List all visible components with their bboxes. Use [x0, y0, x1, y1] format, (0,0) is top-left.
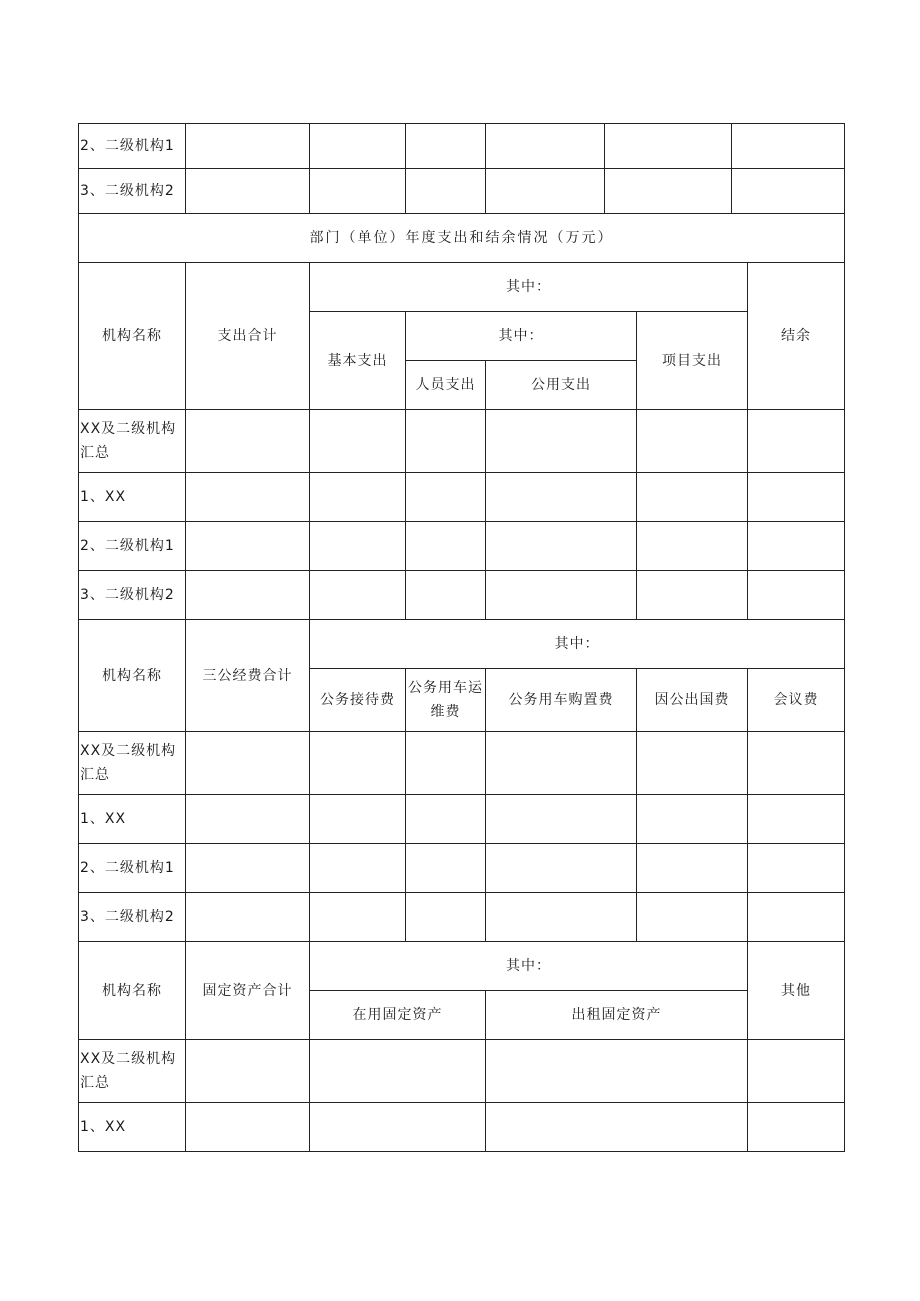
data-cell	[310, 795, 406, 844]
data-cell	[748, 1103, 845, 1152]
data-cell	[637, 410, 748, 473]
table-row	[79, 571, 845, 620]
data-cell	[406, 473, 486, 522]
table-row	[79, 124, 845, 169]
data-cell	[406, 410, 486, 473]
header-basic-of-which: 其中：	[406, 312, 637, 361]
data-cell	[186, 410, 310, 473]
row-label: 2、二级机构1	[79, 844, 186, 893]
data-cell	[406, 169, 486, 214]
data-cell	[310, 124, 406, 169]
table-row	[79, 893, 845, 942]
header-of-which: 其中：	[310, 620, 845, 669]
data-cell	[406, 893, 486, 942]
header-vehicle-ops-fee: 公务用车运维费	[406, 669, 486, 732]
table-row	[79, 410, 845, 473]
header-project-expenditure: 项目支出	[637, 312, 748, 410]
table-row	[79, 522, 845, 571]
data-cell	[605, 169, 732, 214]
data-cell	[186, 732, 310, 795]
data-cell	[186, 124, 310, 169]
table-row	[79, 1040, 845, 1103]
data-cell	[310, 732, 406, 795]
row-label: 3、二级机构2	[79, 571, 186, 620]
data-cell	[406, 795, 486, 844]
budget-report-table	[78, 123, 845, 1152]
data-cell	[637, 522, 748, 571]
header-org-name: 机构名称	[79, 263, 186, 410]
data-cell	[486, 1103, 748, 1152]
header-org-name: 机构名称	[79, 942, 186, 1040]
data-cell	[748, 844, 845, 893]
data-cell	[310, 893, 406, 942]
data-cell	[486, 522, 637, 571]
data-cell	[486, 169, 605, 214]
data-cell	[748, 732, 845, 795]
table-row	[79, 795, 845, 844]
data-cell	[486, 844, 637, 893]
data-cell	[406, 571, 486, 620]
row-label: 3、二级机构2	[79, 893, 186, 942]
header-row	[79, 620, 845, 669]
data-cell	[748, 522, 845, 571]
header-balance: 结余	[748, 263, 845, 410]
header-org-name: 机构名称	[79, 620, 186, 732]
data-cell	[406, 522, 486, 571]
data-cell	[732, 169, 845, 214]
header-row	[79, 263, 845, 312]
data-cell	[748, 571, 845, 620]
data-cell	[748, 473, 845, 522]
data-cell	[637, 893, 748, 942]
row-label: XX及二级机构汇总	[79, 410, 186, 473]
row-label: 1、XX	[79, 1103, 186, 1152]
header-total-expenditure: 支出合计	[186, 263, 310, 410]
data-cell	[310, 571, 406, 620]
data-cell	[186, 571, 310, 620]
header-basic-expenditure: 基本支出	[310, 312, 406, 410]
data-cell	[186, 1103, 310, 1152]
header-in-use-assets: 在用固定资产	[310, 991, 486, 1040]
data-cell	[406, 844, 486, 893]
data-cell	[186, 893, 310, 942]
data-cell	[486, 1040, 748, 1103]
data-cell	[186, 522, 310, 571]
data-cell	[486, 571, 637, 620]
data-cell	[748, 410, 845, 473]
data-cell	[748, 795, 845, 844]
table-row	[79, 1103, 845, 1152]
header-meeting-fee: 会议费	[748, 669, 845, 732]
data-cell	[637, 844, 748, 893]
header-personnel-expenditure: 人员支出	[406, 361, 486, 410]
table-row	[79, 169, 845, 214]
data-cell	[486, 410, 637, 473]
data-cell	[406, 124, 486, 169]
data-cell	[637, 795, 748, 844]
header-reception-fee: 公务接待费	[310, 669, 406, 732]
data-cell	[186, 473, 310, 522]
row-label: 3、二级机构2	[79, 169, 186, 214]
header-vehicle-purchase-fee: 公务用车购置费	[486, 669, 637, 732]
header-fixed-assets-total: 固定资产合计	[186, 942, 310, 1040]
header-public-expenditure: 公用支出	[486, 361, 637, 410]
row-label: 2、二级机构1	[79, 522, 186, 571]
data-cell	[186, 169, 310, 214]
table-row	[79, 732, 845, 795]
row-label: 2、二级机构1	[79, 124, 186, 169]
data-cell	[605, 124, 732, 169]
data-cell	[310, 410, 406, 473]
data-cell	[748, 1040, 845, 1103]
row-label: 1、XX	[79, 473, 186, 522]
table-row	[79, 473, 845, 522]
header-of-which: 其中：	[310, 263, 748, 312]
header-three-public-total: 三公经费合计	[186, 620, 310, 732]
header-abroad-fee: 因公出国费	[637, 669, 748, 732]
header-other: 其他	[748, 942, 845, 1040]
data-cell	[637, 473, 748, 522]
header-of-which: 其中：	[310, 942, 748, 991]
section-title-row	[79, 214, 845, 263]
data-cell	[310, 473, 406, 522]
data-cell	[186, 1040, 310, 1103]
data-cell	[310, 1040, 486, 1103]
row-label: XX及二级机构汇总	[79, 1040, 186, 1103]
data-cell	[186, 795, 310, 844]
data-cell	[637, 732, 748, 795]
data-cell	[486, 795, 637, 844]
header-leased-assets: 出租固定资产	[486, 991, 748, 1040]
section-title: 部门（单位）年度支出和结余情况（万元）	[79, 214, 845, 263]
data-cell	[637, 571, 748, 620]
data-cell	[486, 893, 637, 942]
data-cell	[486, 473, 637, 522]
data-cell	[486, 124, 605, 169]
data-cell	[732, 124, 845, 169]
header-row	[79, 942, 845, 991]
data-cell	[310, 844, 406, 893]
data-cell	[310, 522, 406, 571]
row-label: 1、XX	[79, 795, 186, 844]
data-cell	[186, 844, 310, 893]
row-label: XX及二级机构汇总	[79, 732, 186, 795]
data-cell	[748, 893, 845, 942]
table-row	[79, 844, 845, 893]
data-cell	[310, 169, 406, 214]
data-cell	[310, 1103, 486, 1152]
data-cell	[406, 732, 486, 795]
data-cell	[486, 732, 637, 795]
